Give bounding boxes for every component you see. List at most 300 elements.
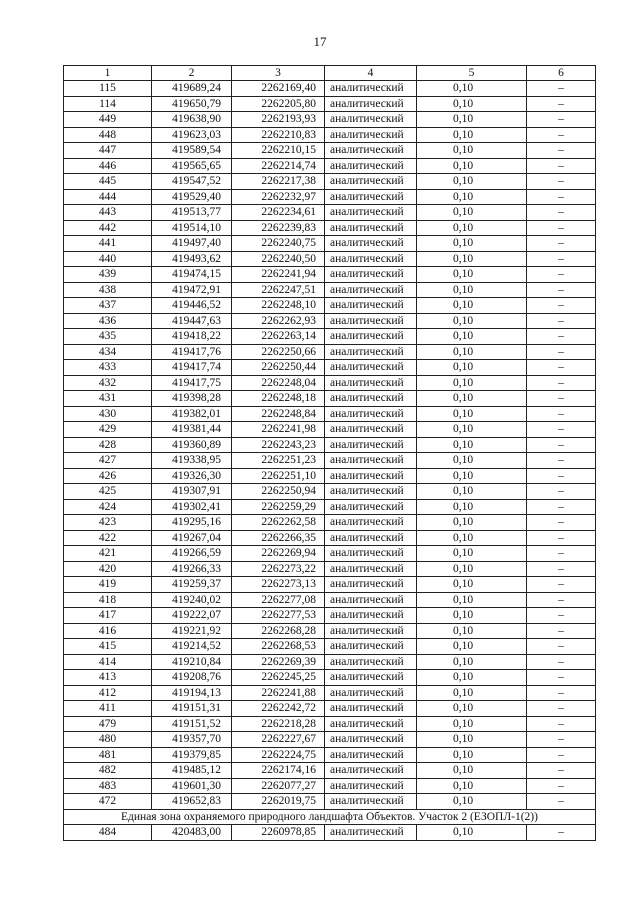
method-cell: аналитический <box>325 732 417 748</box>
table-row <box>64 685 596 701</box>
method-cell: аналитический <box>325 530 417 546</box>
y-coordinate-cell: 2262245,25 <box>232 670 325 686</box>
accuracy-cell: 0,10 <box>417 825 527 841</box>
y-coordinate-cell: 2262248,84 <box>232 406 325 422</box>
accuracy-cell: 0,10 <box>417 112 527 128</box>
y-coordinate-cell: 2262019,75 <box>232 794 325 810</box>
accuracy-cell: 0,10 <box>417 716 527 732</box>
point-number-cell: 424 <box>64 499 152 515</box>
method-cell: аналитический <box>325 406 417 422</box>
table-row <box>64 561 596 577</box>
y-coordinate-cell: 2262269,39 <box>232 654 325 670</box>
note-cell: – <box>527 344 596 360</box>
table-row <box>64 778 596 794</box>
y-coordinate-cell: 2262248,10 <box>232 298 325 314</box>
column-header: 4 <box>325 66 417 81</box>
accuracy-cell: 0,10 <box>417 205 527 221</box>
x-coordinate-cell: 419398,28 <box>152 391 232 407</box>
method-cell: аналитический <box>325 251 417 267</box>
point-number-cell: 483 <box>64 778 152 794</box>
method-cell: аналитический <box>325 96 417 112</box>
y-coordinate-cell: 2262262,93 <box>232 313 325 329</box>
point-number-cell: 480 <box>64 732 152 748</box>
note-cell: – <box>527 127 596 143</box>
section-title-row <box>64 809 596 825</box>
x-coordinate-cell: 419381,44 <box>152 422 232 438</box>
point-number-cell: 436 <box>64 313 152 329</box>
method-cell: аналитический <box>325 546 417 562</box>
x-coordinate-cell: 419210,84 <box>152 654 232 670</box>
y-coordinate-cell: 2262262,58 <box>232 515 325 531</box>
point-number-cell: 482 <box>64 763 152 779</box>
point-number-cell: 429 <box>64 422 152 438</box>
y-coordinate-cell: 2262227,67 <box>232 732 325 748</box>
x-coordinate-cell: 419514,10 <box>152 220 232 236</box>
x-coordinate-cell: 419474,15 <box>152 267 232 283</box>
method-cell: аналитический <box>325 608 417 624</box>
method-cell: аналитический <box>325 313 417 329</box>
table-row <box>64 189 596 205</box>
accuracy-cell: 0,10 <box>417 592 527 608</box>
point-number-cell: 444 <box>64 189 152 205</box>
point-number-cell: 443 <box>64 205 152 221</box>
table-row <box>64 716 596 732</box>
note-cell: – <box>527 360 596 376</box>
method-cell: аналитический <box>325 763 417 779</box>
x-coordinate-cell: 419601,30 <box>152 778 232 794</box>
note-cell: – <box>527 670 596 686</box>
point-number-cell: 484 <box>64 825 152 841</box>
accuracy-cell: 0,10 <box>417 344 527 360</box>
point-number-cell: 479 <box>64 716 152 732</box>
table-row <box>64 747 596 763</box>
accuracy-cell: 0,10 <box>417 251 527 267</box>
note-cell: – <box>527 422 596 438</box>
accuracy-cell: 0,10 <box>417 127 527 143</box>
y-coordinate-cell: 2262263,14 <box>232 329 325 345</box>
point-number-cell: 434 <box>64 344 152 360</box>
point-number-cell: 438 <box>64 282 152 298</box>
note-cell: – <box>527 592 596 608</box>
y-coordinate-cell: 2262232,97 <box>232 189 325 205</box>
accuracy-cell: 0,10 <box>417 174 527 190</box>
method-cell: аналитический <box>325 360 417 376</box>
accuracy-cell: 0,10 <box>417 670 527 686</box>
accuracy-cell: 0,10 <box>417 96 527 112</box>
note-cell: – <box>527 143 596 159</box>
table-row <box>64 437 596 453</box>
y-coordinate-cell: 2262240,50 <box>232 251 325 267</box>
note-cell: – <box>527 623 596 639</box>
point-number-cell: 414 <box>64 654 152 670</box>
x-coordinate-cell: 419221,92 <box>152 623 232 639</box>
column-header: 3 <box>232 66 325 81</box>
table-row <box>64 406 596 422</box>
method-cell: аналитический <box>325 561 417 577</box>
note-cell: – <box>527 546 596 562</box>
method-cell: аналитический <box>325 375 417 391</box>
table-row <box>64 96 596 112</box>
note-cell: – <box>527 96 596 112</box>
x-coordinate-cell: 419267,04 <box>152 530 232 546</box>
y-coordinate-cell: 2262224,75 <box>232 747 325 763</box>
x-coordinate-cell: 419357,70 <box>152 732 232 748</box>
table-row <box>64 282 596 298</box>
method-cell: аналитический <box>325 220 417 236</box>
accuracy-cell: 0,10 <box>417 484 527 500</box>
point-number-cell: 427 <box>64 453 152 469</box>
note-cell: – <box>527 189 596 205</box>
point-number-cell: 416 <box>64 623 152 639</box>
y-coordinate-cell: 2262248,18 <box>232 391 325 407</box>
table-row <box>64 701 596 717</box>
accuracy-cell: 0,10 <box>417 236 527 252</box>
note-cell: – <box>527 174 596 190</box>
point-number-cell: 426 <box>64 468 152 484</box>
point-number-cell: 442 <box>64 220 152 236</box>
x-coordinate-cell: 419151,52 <box>152 716 232 732</box>
method-cell: аналитический <box>325 499 417 515</box>
accuracy-cell: 0,10 <box>417 654 527 670</box>
note-cell: – <box>527 747 596 763</box>
y-coordinate-cell: 2262169,40 <box>232 81 325 97</box>
table-row <box>64 623 596 639</box>
point-number-cell: 417 <box>64 608 152 624</box>
y-coordinate-cell: 2262217,38 <box>232 174 325 190</box>
x-coordinate-cell: 419240,02 <box>152 592 232 608</box>
method-cell: аналитический <box>325 515 417 531</box>
method-cell: аналитический <box>325 267 417 283</box>
point-number-cell: 446 <box>64 158 152 174</box>
note-cell: – <box>527 236 596 252</box>
note-cell: – <box>527 158 596 174</box>
section-title: Единая зона охраняемого природного ландшафта Объектов. Участок 2 (ЕЗОПЛ-1(2)) <box>64 809 596 825</box>
table-row <box>64 484 596 500</box>
note-cell: – <box>527 499 596 515</box>
point-number-cell: 415 <box>64 639 152 655</box>
x-coordinate-cell: 419151,31 <box>152 701 232 717</box>
accuracy-cell: 0,10 <box>417 298 527 314</box>
x-coordinate-cell: 419417,76 <box>152 344 232 360</box>
y-coordinate-cell: 2262268,28 <box>232 623 325 639</box>
y-coordinate-cell: 2262273,13 <box>232 577 325 593</box>
y-coordinate-cell: 2262251,10 <box>232 468 325 484</box>
table-row <box>64 251 596 267</box>
x-coordinate-cell: 419565,65 <box>152 158 232 174</box>
point-number-cell: 421 <box>64 546 152 562</box>
note-cell: – <box>527 298 596 314</box>
x-coordinate-cell: 419302,41 <box>152 499 232 515</box>
column-header: 5 <box>417 66 527 81</box>
table-row <box>64 608 596 624</box>
note-cell: – <box>527 453 596 469</box>
x-coordinate-cell: 419589,54 <box>152 143 232 159</box>
note-cell: – <box>527 112 596 128</box>
method-cell: аналитический <box>325 716 417 732</box>
method-cell: аналитический <box>325 205 417 221</box>
accuracy-cell: 0,10 <box>417 794 527 810</box>
accuracy-cell: 0,10 <box>417 546 527 562</box>
point-number-cell: 472 <box>64 794 152 810</box>
y-coordinate-cell: 2262205,80 <box>232 96 325 112</box>
y-coordinate-cell: 2260978,85 <box>232 825 325 841</box>
accuracy-cell: 0,10 <box>417 143 527 159</box>
method-cell: аналитический <box>325 670 417 686</box>
accuracy-cell: 0,10 <box>417 453 527 469</box>
accuracy-cell: 0,10 <box>417 422 527 438</box>
x-coordinate-cell: 419382,01 <box>152 406 232 422</box>
accuracy-cell: 0,10 <box>417 515 527 531</box>
note-cell: – <box>527 763 596 779</box>
table-row <box>64 220 596 236</box>
x-coordinate-cell: 419418,22 <box>152 329 232 345</box>
x-coordinate-cell: 419266,33 <box>152 561 232 577</box>
y-coordinate-cell: 2262250,66 <box>232 344 325 360</box>
method-cell: аналитический <box>325 701 417 717</box>
accuracy-cell: 0,10 <box>417 639 527 655</box>
y-coordinate-cell: 2262268,53 <box>232 639 325 655</box>
point-number-cell: 449 <box>64 112 152 128</box>
table-row <box>64 329 596 345</box>
y-coordinate-cell: 2262251,23 <box>232 453 325 469</box>
point-number-cell: 445 <box>64 174 152 190</box>
method-cell: аналитический <box>325 158 417 174</box>
method-cell: аналитический <box>325 329 417 345</box>
note-cell: – <box>527 639 596 655</box>
table-row <box>64 143 596 159</box>
y-coordinate-cell: 2262210,15 <box>232 143 325 159</box>
method-cell: аналитический <box>325 639 417 655</box>
method-cell: аналитический <box>325 112 417 128</box>
table-row <box>64 344 596 360</box>
table-row <box>64 530 596 546</box>
table-row <box>64 205 596 221</box>
y-coordinate-cell: 2262193,93 <box>232 112 325 128</box>
x-coordinate-cell: 419417,74 <box>152 360 232 376</box>
accuracy-cell: 0,10 <box>417 329 527 345</box>
table-row <box>64 515 596 531</box>
method-cell: аналитический <box>325 577 417 593</box>
y-coordinate-cell: 2262273,22 <box>232 561 325 577</box>
note-cell: – <box>527 329 596 345</box>
point-number-cell: 411 <box>64 701 152 717</box>
accuracy-cell: 0,10 <box>417 282 527 298</box>
note-cell: – <box>527 794 596 810</box>
accuracy-cell: 0,10 <box>417 763 527 779</box>
table-row <box>64 825 596 841</box>
note-cell: – <box>527 530 596 546</box>
accuracy-cell: 0,10 <box>417 685 527 701</box>
table-row <box>64 360 596 376</box>
note-cell: – <box>527 81 596 97</box>
table-row <box>64 174 596 190</box>
x-coordinate-cell: 419638,90 <box>152 112 232 128</box>
y-coordinate-cell: 2262277,08 <box>232 592 325 608</box>
coordinates-table <box>63 65 596 841</box>
y-coordinate-cell: 2262259,29 <box>232 499 325 515</box>
table-row <box>64 670 596 686</box>
accuracy-cell: 0,10 <box>417 561 527 577</box>
point-number-cell: 441 <box>64 236 152 252</box>
table-row <box>64 468 596 484</box>
x-coordinate-cell: 420483,00 <box>152 825 232 841</box>
method-cell: аналитический <box>325 747 417 763</box>
accuracy-cell: 0,10 <box>417 375 527 391</box>
method-cell: аналитический <box>325 437 417 453</box>
method-cell: аналитический <box>325 685 417 701</box>
x-coordinate-cell: 419529,40 <box>152 189 232 205</box>
accuracy-cell: 0,10 <box>417 701 527 717</box>
note-cell: – <box>527 391 596 407</box>
y-coordinate-cell: 2262241,98 <box>232 422 325 438</box>
method-cell: аналитический <box>325 391 417 407</box>
table-row <box>64 298 596 314</box>
point-number-cell: 435 <box>64 329 152 345</box>
table-row <box>64 592 596 608</box>
table-row <box>64 453 596 469</box>
note-cell: – <box>527 468 596 484</box>
table-row <box>64 313 596 329</box>
table-row <box>64 732 596 748</box>
point-number-cell: 422 <box>64 530 152 546</box>
method-cell: аналитический <box>325 778 417 794</box>
note-cell: – <box>527 825 596 841</box>
note-cell: – <box>527 515 596 531</box>
note-cell: – <box>527 282 596 298</box>
point-number-cell: 447 <box>64 143 152 159</box>
note-cell: – <box>527 375 596 391</box>
note-cell: – <box>527 251 596 267</box>
point-number-cell: 430 <box>64 406 152 422</box>
accuracy-cell: 0,10 <box>417 220 527 236</box>
note-cell: – <box>527 654 596 670</box>
x-coordinate-cell: 419417,75 <box>152 375 232 391</box>
x-coordinate-cell: 419472,91 <box>152 282 232 298</box>
x-coordinate-cell: 419497,40 <box>152 236 232 252</box>
table-row <box>64 654 596 670</box>
table-row <box>64 391 596 407</box>
x-coordinate-cell: 419689,24 <box>152 81 232 97</box>
x-coordinate-cell: 419338,95 <box>152 453 232 469</box>
y-coordinate-cell: 2262243,23 <box>232 437 325 453</box>
x-coordinate-cell: 419295,16 <box>152 515 232 531</box>
point-number-cell: 440 <box>64 251 152 267</box>
note-cell: – <box>527 685 596 701</box>
point-number-cell: 114 <box>64 96 152 112</box>
table-row <box>64 236 596 252</box>
note-cell: – <box>527 701 596 717</box>
x-coordinate-cell: 419513,77 <box>152 205 232 221</box>
x-coordinate-cell: 419547,52 <box>152 174 232 190</box>
note-cell: – <box>527 267 596 283</box>
note-cell: – <box>527 406 596 422</box>
x-coordinate-cell: 419259,37 <box>152 577 232 593</box>
y-coordinate-cell: 2262174,16 <box>232 763 325 779</box>
table-row <box>64 81 596 97</box>
point-number-cell: 419 <box>64 577 152 593</box>
method-cell: аналитический <box>325 236 417 252</box>
y-coordinate-cell: 2262277,53 <box>232 608 325 624</box>
note-cell: – <box>527 778 596 794</box>
method-cell: аналитический <box>325 174 417 190</box>
y-coordinate-cell: 2262266,35 <box>232 530 325 546</box>
y-coordinate-cell: 2262239,83 <box>232 220 325 236</box>
column-header: 2 <box>152 66 232 81</box>
y-coordinate-cell: 2262214,74 <box>232 158 325 174</box>
point-number-cell: 418 <box>64 592 152 608</box>
x-coordinate-cell: 419623,03 <box>152 127 232 143</box>
method-cell: аналитический <box>325 298 417 314</box>
column-header: 6 <box>527 66 596 81</box>
x-coordinate-cell: 419379,85 <box>152 747 232 763</box>
note-cell: – <box>527 313 596 329</box>
accuracy-cell: 0,10 <box>417 623 527 639</box>
table-row <box>64 577 596 593</box>
method-cell: аналитический <box>325 794 417 810</box>
note-cell: – <box>527 437 596 453</box>
point-number-cell: 431 <box>64 391 152 407</box>
accuracy-cell: 0,10 <box>417 608 527 624</box>
table-header-row <box>64 66 596 81</box>
y-coordinate-cell: 2262210,83 <box>232 127 325 143</box>
x-coordinate-cell: 419307,91 <box>152 484 232 500</box>
accuracy-cell: 0,10 <box>417 747 527 763</box>
accuracy-cell: 0,10 <box>417 313 527 329</box>
table-row <box>64 112 596 128</box>
method-cell: аналитический <box>325 143 417 159</box>
y-coordinate-cell: 2262247,51 <box>232 282 325 298</box>
x-coordinate-cell: 419266,59 <box>152 546 232 562</box>
method-cell: аналитический <box>325 453 417 469</box>
x-coordinate-cell: 419208,76 <box>152 670 232 686</box>
note-cell: – <box>527 732 596 748</box>
y-coordinate-cell: 2262240,75 <box>232 236 325 252</box>
method-cell: аналитический <box>325 592 417 608</box>
y-coordinate-cell: 2262234,61 <box>232 205 325 221</box>
note-cell: – <box>527 484 596 500</box>
x-coordinate-cell: 419194,13 <box>152 685 232 701</box>
x-coordinate-cell: 419222,07 <box>152 608 232 624</box>
accuracy-cell: 0,10 <box>417 468 527 484</box>
point-number-cell: 412 <box>64 685 152 701</box>
column-header: 1 <box>64 66 152 81</box>
point-number-cell: 115 <box>64 81 152 97</box>
x-coordinate-cell: 419446,52 <box>152 298 232 314</box>
note-cell: – <box>527 716 596 732</box>
x-coordinate-cell: 419326,30 <box>152 468 232 484</box>
method-cell: аналитический <box>325 825 417 841</box>
point-number-cell: 437 <box>64 298 152 314</box>
method-cell: аналитический <box>325 468 417 484</box>
table-row <box>64 422 596 438</box>
x-coordinate-cell: 419485,12 <box>152 763 232 779</box>
table-row <box>64 127 596 143</box>
note-cell: – <box>527 205 596 221</box>
accuracy-cell: 0,10 <box>417 530 527 546</box>
accuracy-cell: 0,10 <box>417 406 527 422</box>
accuracy-cell: 0,10 <box>417 189 527 205</box>
accuracy-cell: 0,10 <box>417 267 527 283</box>
method-cell: аналитический <box>325 81 417 97</box>
accuracy-cell: 0,10 <box>417 499 527 515</box>
point-number-cell: 432 <box>64 375 152 391</box>
y-coordinate-cell: 2262242,72 <box>232 701 325 717</box>
accuracy-cell: 0,10 <box>417 778 527 794</box>
table-row <box>64 499 596 515</box>
accuracy-cell: 0,10 <box>417 81 527 97</box>
y-coordinate-cell: 2262250,94 <box>232 484 325 500</box>
table-row <box>64 267 596 283</box>
